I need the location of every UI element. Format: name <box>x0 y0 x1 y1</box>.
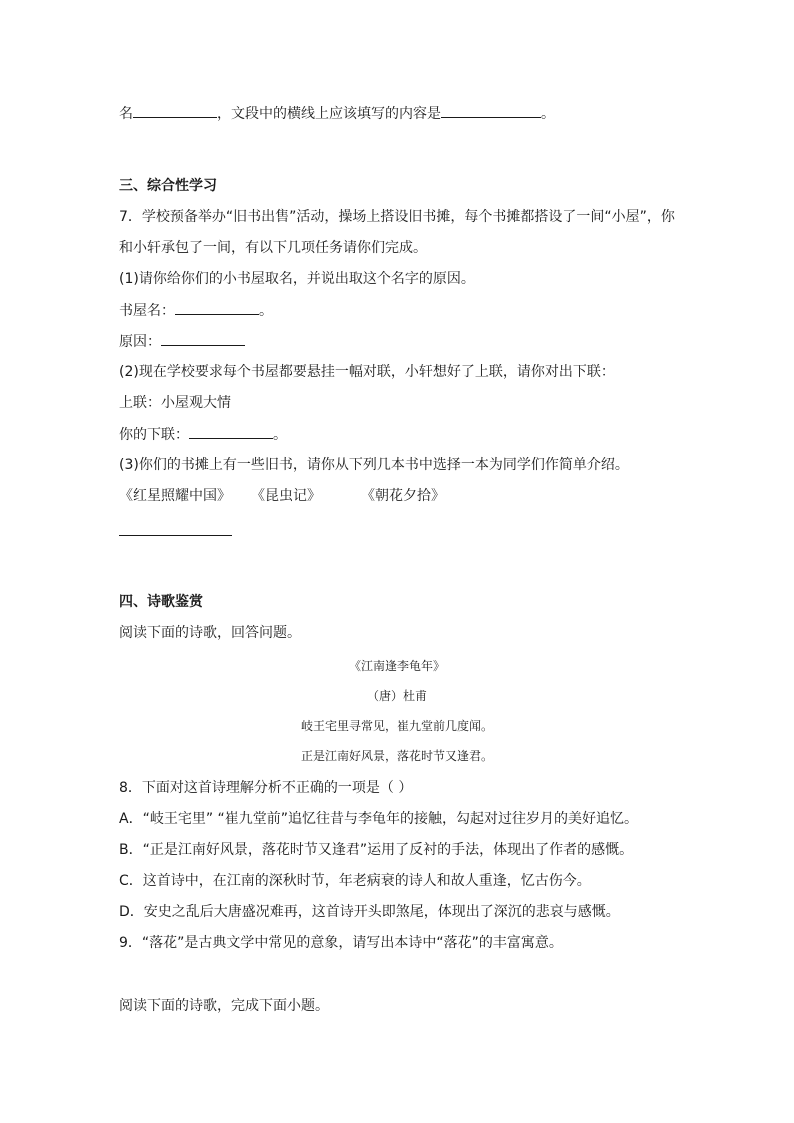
option-d[interactable]: D．安史之乱后大唐盛况难再，这首诗开头即煞尾，体现出了深沉的悲哀与感慨。 <box>119 904 620 920</box>
continued-line: 名 ，文段中的横线上应该填写的内容是 。 <box>119 103 555 124</box>
next-section-instructions: 阅读下面的诗歌，完成下面小题。 <box>119 998 329 1014</box>
upper-couplet: 上联：小屋观大情 <box>119 395 231 411</box>
section-title-3: 三、综合性学习 <box>119 178 217 194</box>
option-c[interactable]: C．这首诗中，在江南的深秋时节，年老病衰的诗人和故人重逢，忆古伤今。 <box>119 873 591 889</box>
poem-author: （唐）杜甫 <box>366 689 427 703</box>
bookstore-name-blank[interactable] <box>175 300 259 315</box>
reason-blank[interactable] <box>161 331 245 346</box>
section-title-4: 四、诗歌鉴赏 <box>119 594 203 610</box>
sub-question-3: (3)你们的书摊上有一些旧书，请你从下列几本书中选择一本为同学们作简单介绍。 <box>119 457 629 473</box>
book-item: 《红星照耀中国》 <box>119 488 231 504</box>
bookstore-name-line: 书屋名： 。 <box>119 300 273 321</box>
question-7-text: 和小轩承包了一间，有以下几项任务请你们完成。 <box>119 240 427 256</box>
book-item: 《昆虫记》 <box>251 488 321 504</box>
answer-blank[interactable] <box>133 103 217 118</box>
reason-line: 原因： <box>119 331 245 352</box>
intro-answer-line[interactable] <box>119 535 232 536</box>
question-8-text: 8．下面对这首诗理解分析不正确的一项是（ ） <box>119 780 413 796</box>
lower-couplet-line: 你的下联： 。 <box>119 424 287 445</box>
poem-title: 《江南逢李龟年》 <box>348 659 445 673</box>
answer-blank[interactable] <box>441 103 541 118</box>
poem-line: 正是江南好风景，落花时节又逢君。 <box>300 749 493 763</box>
book-item: 《朝花夕拾》 <box>361 488 445 504</box>
question-9-text: 9．“落花”是古典文学中常见的意象，请写出本诗中“落花”的丰富寓意。 <box>119 935 563 951</box>
poem-line: 岐王宅里寻常见，崔九堂前几度闻。 <box>300 719 493 733</box>
question-7-text: 7．学校预备举办“旧书出售”活动，操场上搭设旧书摊，每个书摊都搭设了一间“小屋”，你 <box>119 209 675 225</box>
option-b[interactable]: B．“正是江南好风景，落花时节又逢君”运用了反衬的手法，体现出了作者的感慨。 <box>119 842 634 858</box>
lower-couplet-blank[interactable] <box>189 424 273 439</box>
option-a[interactable]: A．“岐王宅里” “崔九堂前”追忆往昔与李龟年的接触，勾起对过往岁月的美好追忆。 <box>119 811 639 827</box>
sub-question-1: (1)请你给你们的小书屋取名，并说出取这个名字的原因。 <box>119 271 475 287</box>
book-list <box>119 486 445 506</box>
sub-question-2: (2)现在学校要求每个书屋都要悬挂一幅对联，小轩想好了上联，请你对出下联： <box>119 364 615 380</box>
poem-instructions: 阅读下面的诗歌，回答问题。 <box>119 625 301 641</box>
